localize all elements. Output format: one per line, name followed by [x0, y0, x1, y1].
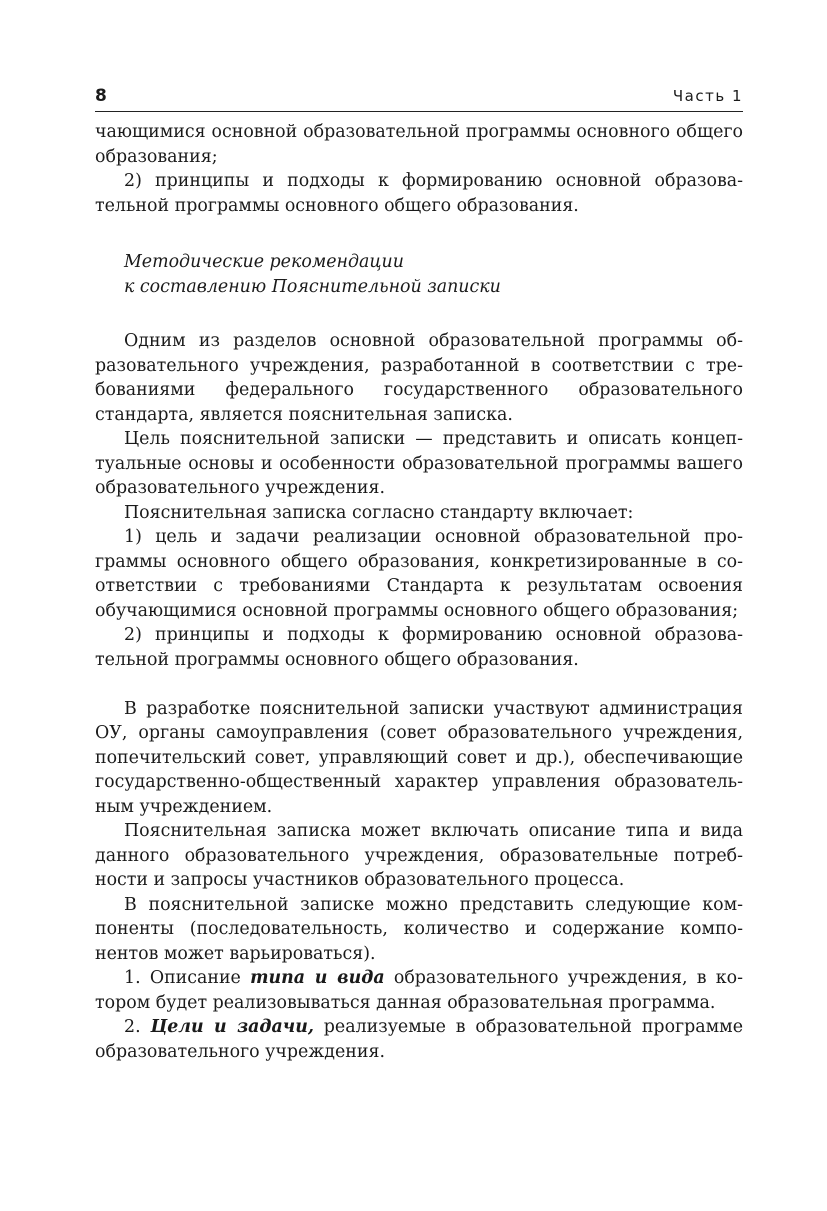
page-header — [95, 84, 743, 112]
paragraph: В пояснительной записке можно представить следующие компоненты (последовательность, количество и содержание компонентов может варьироваться). — [95, 894, 743, 964]
page-number: 8 — [95, 86, 107, 106]
paragraph: Цель пояснительной записки — представить и описать концептуальные основы и особенности образовательной программы вашего образовательного учреждения. — [95, 429, 743, 498]
list-item: 1) цель и задачи реализации основной образовательной программы основного общего образования, конкретизированные в соответствии с требованиями Стандарта к результатам освоения обучающимися основной программы основного общего образования; — [95, 527, 743, 621]
paragraph: Пояснительная записка согласно стандарту включает: — [124, 502, 634, 523]
section-heading-line: к составлению Пояснительной записки — [124, 276, 501, 297]
component-text: 1. Описание — [124, 968, 251, 988]
section-heading-line: Методические рекомендации — [124, 252, 404, 272]
page-body — [95, 120, 743, 1064]
section-heading — [124, 250, 743, 299]
paragraph: 2) принципы и подходы к формированию основной образовательной программы основного общего образования. — [95, 171, 743, 216]
component-item — [95, 966, 743, 1015]
paragraph: Одним из разделов основной образовательной программы образовательного учреждения, разработанной в соответствии с требованиями федерального государственного образовательного стандарта, является пояснительная записка. — [95, 331, 743, 425]
component-text: 2. — [124, 1017, 151, 1037]
list-item: 2) принципы и подходы к формированию основной образовательной программы основного общего образования. — [95, 625, 743, 670]
running-head: Часть 1 — [672, 87, 743, 105]
paragraph: В разработке пояснительной записки участвуют администрация ОУ, органы самоуправления (совет образовательного учреждения, попечительский совет, управляющий совет и др.), обеспечивающие государственно-общественный характер управления образовательным учреждением. — [95, 698, 743, 817]
book-page — [95, 84, 743, 1064]
component-text: реализуемые в образовательной программе образовательного учреждения. — [95, 1017, 743, 1062]
emphasis-text: типа и вида — [250, 968, 385, 988]
emphasis-text: Цели и задачи, — [150, 1017, 314, 1037]
paragraph: чающимися основной образовательной программы основного общего образования; — [95, 122, 743, 167]
paragraph: Пояснительная записка может включать описание типа и вида данного образовательного учреждения, образовательные потребности и запросы участников образовательного процесса. — [95, 821, 743, 890]
component-item — [95, 1015, 743, 1064]
component-text: образовательного учреждения, в котором будет реализовываться данная образовательная программа. — [95, 968, 744, 1013]
